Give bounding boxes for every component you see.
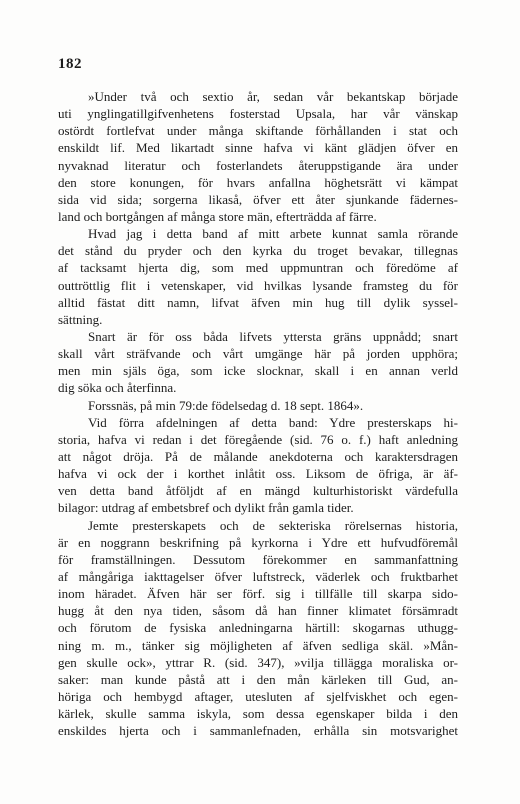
text-line: enskildes hjerta och i sammanlefnaden, erhålla sin motsvarighet bbox=[58, 723, 458, 739]
text-line: är en noggrann beskrifning på kyrkorna i Ydre ett hufvudföremål bbox=[58, 534, 458, 550]
text-line: och förutom de fysiska anledningarna härtill: skogarnas uthugg- bbox=[58, 620, 458, 636]
text-line: sida vid sida; sorgerna likaså, öfver ett åter sjunkande fädernes- bbox=[58, 191, 458, 207]
text-line: Forssnäs, på min 79:de födelsedag d. 18 sept. 1864». bbox=[88, 397, 364, 413]
text-line: den store konungen, för hvars anfallna höghetsrätt vi kämpat bbox=[58, 174, 458, 190]
text-line: ostördt fortlefvat under många skiftande förhållanden i stat och bbox=[58, 123, 458, 139]
text-line: ven detta band åtföljdt af en mängd kulturhistoriskt värdefulla bbox=[58, 483, 458, 499]
body-text bbox=[58, 88, 458, 739]
text-line: höriga och hembygd aftager, utesluten af sjelfviskhet och egen- bbox=[58, 688, 458, 704]
text-line: Snart är för oss båda lifvets yttersta gräns uppnådd; snart bbox=[88, 328, 458, 344]
text-line: bilagor: utdrag af embetsbref och dylikt från gamla tider. bbox=[58, 500, 354, 516]
text-line: af mångåriga iakttagelser öfver luftstreck, väderlek och fruktbarhet bbox=[58, 568, 458, 584]
text-line: Jemte presterskapets och de sekteriska rörelsernas historia, bbox=[88, 517, 458, 533]
text-line: Hvad jag i detta band af mitt arbete kunnat samla rörande bbox=[88, 226, 458, 242]
text-line: af tacksamt hjerta dig, som med uppmuntran och föredöme af bbox=[58, 260, 458, 276]
text-line: gen skulle ock», yttrar R. (sid. 347), »vilja tillägga moraliska or- bbox=[58, 654, 458, 670]
text-line: att något dröja. På de målande anekdoterna och karaktersdragen bbox=[58, 448, 458, 464]
text-line: det stånd du pryder och den kyrka du troget bevakar, tillegnas bbox=[58, 243, 458, 259]
text-line: nyvaknad literatur och fosterlandets återuppstigande ära under bbox=[58, 157, 458, 173]
text-line: inom häradet. Äfven här ser förf. sig i tillfälle till skarpa sido- bbox=[58, 586, 458, 602]
text-line: storia, hafva vi redan i det föregående (sid. 76 o. f.) haft anledning bbox=[58, 431, 458, 447]
text-line: enskildt lif. Med likartadt sinne hafva vi känt glädjen öfver en bbox=[58, 140, 458, 156]
text-line: men min själs öga, som icke slocknar, skall i en annan verld bbox=[58, 363, 458, 379]
text-line: »Under två och sextio år, sedan vår bekantskap började bbox=[88, 89, 458, 104]
text-line: för framställningen. Dessutom förekommer en sammanfattning bbox=[58, 551, 458, 567]
text-line: uti ynglingatillgifvenhetens fosterstad Upsala, har vår vänskap bbox=[58, 106, 458, 122]
text-line: dig söka och återfinna. bbox=[58, 380, 177, 396]
text-line: kärlek, skulle samma iskyla, som dessa egenskaper bilda i den bbox=[58, 706, 458, 722]
text-line: Vid förra afdelningen af detta band: Ydre presterskaps hi- bbox=[88, 414, 458, 430]
text-line: outtröttlig flit i vetenskaper, vid hvilkas lysande framsteg du för bbox=[58, 277, 458, 293]
text-line: alltid fästat ditt namn, lifvat äfven min hug till dylik syssel- bbox=[58, 294, 458, 310]
text-line: skall vårt sträfvande och vårt umgänge här på jorden upphöra; bbox=[58, 346, 458, 362]
text-line: hugg åt den nya tiden, såsom då han finner klimatet försämradt bbox=[58, 603, 458, 619]
text-line: ning m. m., tänker sig möjligheten af äfven sedliga skäl. »Mån- bbox=[58, 637, 458, 653]
text-line: saker: man kunde påstå att i den mån kärleken till Gud, an- bbox=[58, 671, 458, 687]
text-line: hafva vi ock der i korthet inlåtit oss. Liksom de öfriga, är äf- bbox=[58, 466, 458, 482]
text-line: sättning. bbox=[58, 311, 103, 327]
page-number: 182 bbox=[58, 56, 82, 72]
text-line: land och bortgången af många store män, efterträdda af färre. bbox=[58, 208, 377, 224]
